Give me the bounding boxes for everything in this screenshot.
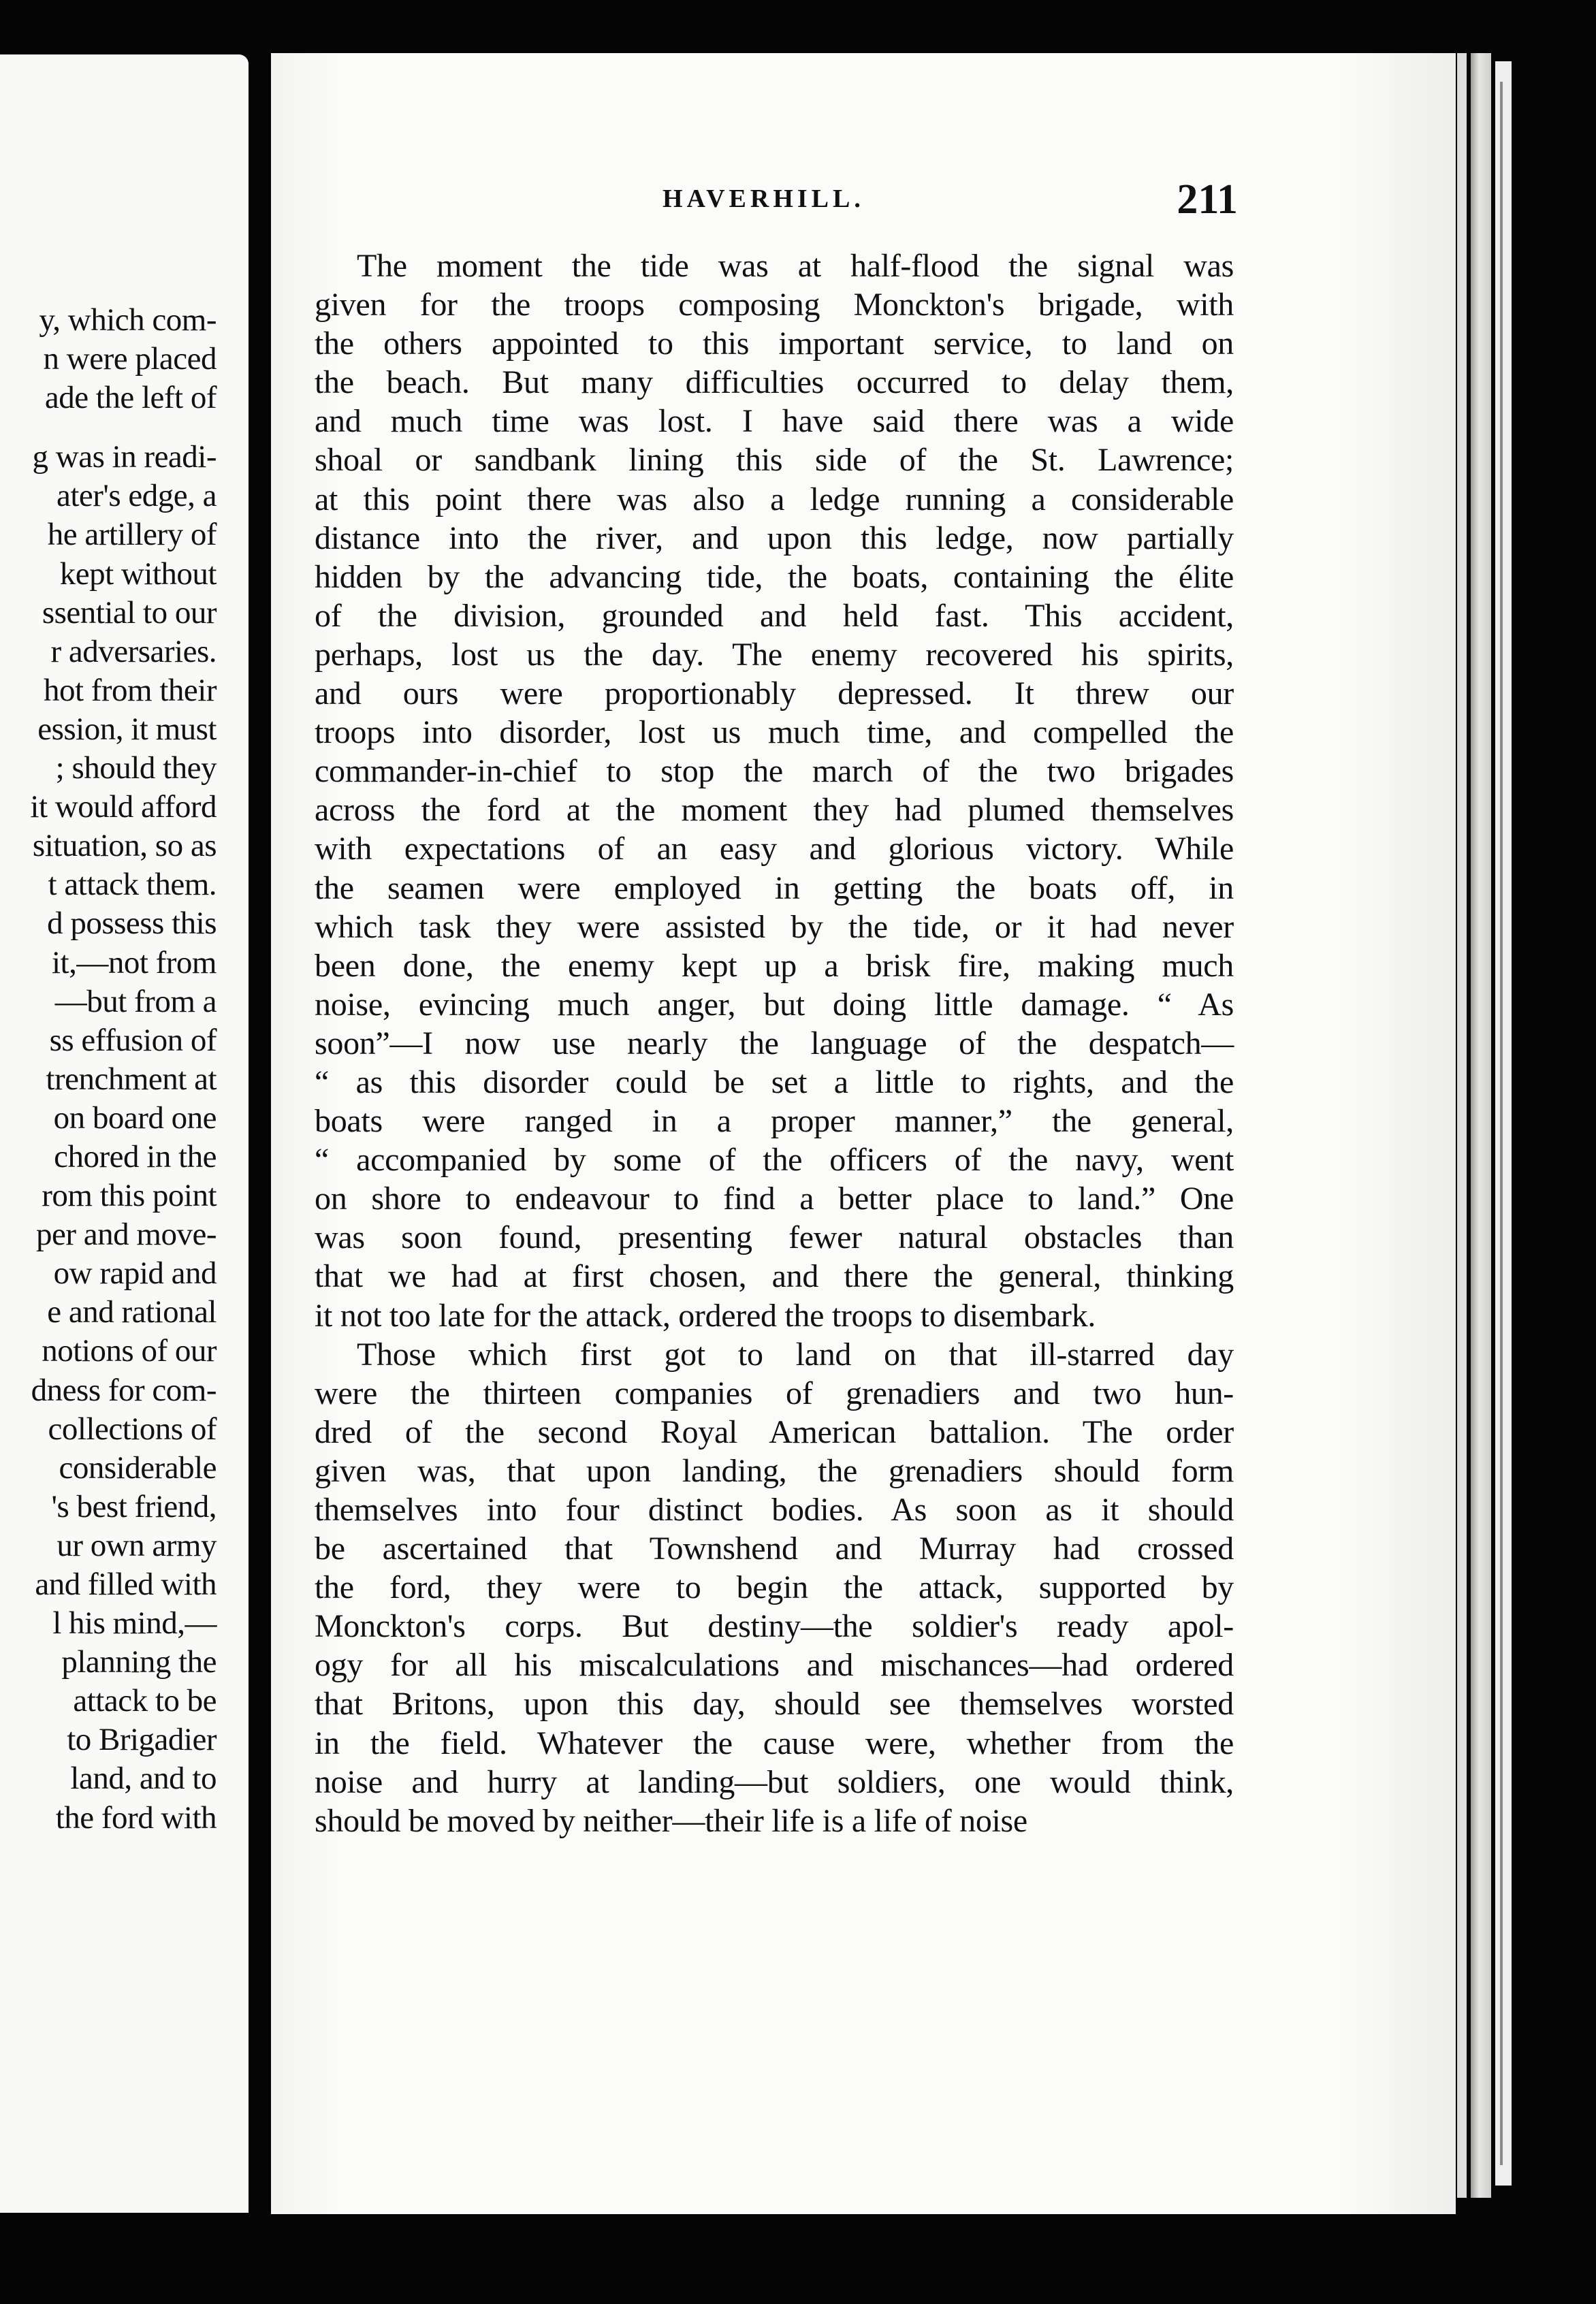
left-page-line: it would afford [30, 789, 217, 825]
text-line: shoal or sandbank lining this side of the St. Lawrence; [315, 442, 1234, 479]
text-line: and ours were proportionably depressed. It threw our [315, 675, 1234, 712]
text-line: that Britons, upon this day, should see themselves worsted [315, 1686, 1234, 1723]
text-line: “ as this disorder could be set a little to rights, and the [315, 1063, 1234, 1100]
left-page-line: ater's edge, a [56, 478, 217, 514]
text-line: dred of the second Royal American battalion. The order [315, 1413, 1234, 1450]
left-page-line: n were placed [43, 341, 217, 377]
text-line: given was, that upon landing, the grenadiers should form [315, 1452, 1234, 1489]
page-edge [1495, 61, 1512, 2186]
page-edge [1471, 53, 1491, 2198]
left-page-text [0, 301, 217, 1838]
left-page-line: land, and to [70, 1761, 217, 1797]
left-page-line: l his mind,— [52, 1605, 217, 1642]
left-page-line: ; should they [55, 750, 217, 786]
left-page-line: rom this point [42, 1178, 217, 1214]
text-line: ogy for all his miscalculations and mischances—had ordered [315, 1647, 1234, 1684]
text-line: be ascertained that Townshend and Murray had crossed [315, 1531, 1234, 1567]
left-page-line: hot from their [43, 672, 217, 708]
page-edge [1457, 53, 1467, 2198]
binding-shadow [1500, 82, 1503, 2165]
left-page-line: y, which com- [39, 302, 217, 338]
left-page-line: ade the left of [44, 380, 217, 416]
left-page-line: r adversaries. [50, 633, 217, 669]
left-page-line: chored in the [54, 1138, 217, 1174]
text-line: commander-in-chief to stop the march of the two brigades [315, 753, 1234, 790]
text-line: in the field. Whatever the cause were, whether from the [315, 1725, 1234, 1761]
text-line: been done, the enemy kept up a brisk fire, making much [315, 947, 1234, 984]
running-title: HAVERHILL. [663, 185, 865, 213]
text-line: troops into disorder, lost us much time, and compelled the [315, 714, 1234, 751]
left-page-line: g was in readi- [32, 439, 217, 475]
text-line: the others appointed to this important service, to land on [315, 325, 1234, 362]
left-page-line: ssential to our [42, 594, 217, 630]
page-number: 211 [1177, 176, 1238, 223]
left-page [0, 54, 249, 2213]
left-page-line: collections of [48, 1411, 217, 1447]
text-line: at this point there was also a ledge running a considerable [315, 481, 1234, 517]
text-line: Those which first got to land on that ill-starred day [357, 1336, 1234, 1373]
text-line: the beach. But many difficulties occurred to delay them, [315, 364, 1234, 401]
left-page-line: ession, it must [37, 711, 217, 747]
text-line: on shore to endeavour to find a better place to land.” One [315, 1181, 1234, 1217]
text-line: and much time was lost. I have said there was a wide [315, 403, 1234, 440]
text-line: should be moved by neither—their life is a life of noise [315, 1802, 1027, 1839]
left-page-line: he artillery of [47, 517, 217, 553]
left-page-line: it,—not from [51, 944, 217, 980]
text-line: the seamen were employed in getting the boats off, in [315, 869, 1234, 906]
body-text [315, 246, 1234, 1840]
text-line: perhaps, lost us the day. The enemy recovered his spirits, [315, 636, 1234, 673]
left-page-line: the ford with [55, 1799, 217, 1836]
left-page-line: 's best friend, [51, 1488, 217, 1524]
left-page-line: per and move- [36, 1217, 217, 1253]
left-page-line: situation, so as [32, 828, 217, 864]
text-line: given for the troops composing Monckton's brigade, with [315, 287, 1234, 323]
left-page-line: notions of our [42, 1333, 217, 1369]
left-page-line: dness for com- [31, 1372, 217, 1408]
left-page-line: —but from a [54, 983, 217, 1019]
left-page-line: planning the [61, 1644, 217, 1680]
text-line: boats were ranged in a proper manner,” the general, [315, 1103, 1234, 1140]
text-line: The moment the tide was at half-flood the signal was [357, 248, 1234, 284]
text-line: that we had at first chosen, and there the general, thinking [315, 1258, 1234, 1295]
text-line: was soon found, presenting fewer natural obstacles than [315, 1219, 1234, 1256]
left-page-line: ur own army [57, 1527, 217, 1563]
text-line: with expectations of an easy and glorious victory. While [315, 831, 1234, 867]
left-page-line: e and rational [47, 1294, 217, 1330]
left-page-line: to Brigadier [67, 1722, 217, 1758]
text-line: noise, evincing much anger, but doing little damage. “ As [315, 986, 1234, 1023]
left-page-line: ss effusion of [49, 1022, 217, 1058]
text-line: hidden by the advancing tide, the boats, containing the élite [315, 558, 1234, 595]
paragraph-gap [0, 417, 217, 438]
text-line: distance into the river, and upon this ledge, now partially [315, 519, 1234, 556]
left-page-line: d possess this [47, 906, 217, 942]
text-line: the ford, they were to begin the attack, supported by [315, 1569, 1234, 1606]
text-line: across the ford at the moment they had plumed themselves [315, 792, 1234, 829]
text-line: soon”—I now use nearly the language of the despatch— [315, 1025, 1234, 1061]
text-line: which task they were assisted by the tide, or it had never [315, 908, 1234, 945]
text-line: of the division, grounded and held fast. This accident, [315, 597, 1234, 634]
text-line: it not too late for the attack, ordered the troops to disembark. [315, 1297, 1096, 1334]
page-header [271, 176, 1238, 230]
text-line: themselves into four distinct bodies. As soon as it should [315, 1492, 1234, 1528]
left-page-line: on board one [53, 1100, 217, 1136]
left-page-line: t attack them. [48, 867, 217, 903]
left-page-line: attack to be [73, 1683, 217, 1719]
left-page-line: considerable [59, 1450, 217, 1486]
text-line: “ accompanied by some of the officers of the navy, went [315, 1142, 1234, 1179]
text-line: Monckton's corps. But destiny—the soldier's ready apol- [315, 1608, 1234, 1645]
left-page-line: ow rapid and [53, 1255, 217, 1292]
left-page-line: kept without [59, 556, 217, 592]
text-line: were the thirteen companies of grenadiers and two hun- [315, 1375, 1234, 1411]
left-page-line: trenchment at [46, 1061, 217, 1097]
left-page-line: and filled with [35, 1567, 217, 1602]
text-line: noise and hurry at landing—but soldiers, one would think, [315, 1763, 1234, 1800]
